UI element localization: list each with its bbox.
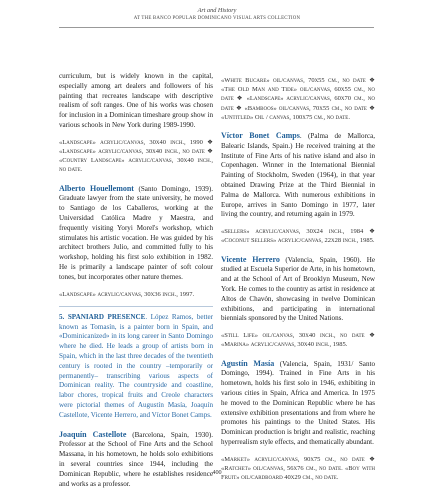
artwork-list: «Landscape» acrylic/canvas, 30x36 inch., 1997. [59, 290, 195, 298]
intro-paragraph: curriculum, but is widely known in the capital, especially among art dealers and followers of his painting that recreates landscape with descriptive realism of soft ranges. One of his works was chosen for inclusion in a Dominican timeshare group show in various schools in New York during 1989-1990. [59, 72, 213, 129]
artist-bio: (Santo Domingo, 1939). Graduate lawyer from the state university, he moved to Santiago de los Caballeros, working at the Universidad Católica Madre y Maestra, and frequently visiting Yoryi Morel's workshop, which stimulates his artistic vocation. He was guided by his architect brothers Julio, and committed fully to his workshop, holding his first solo exhibition in 1982. He is primarily a landscape painter of soft colour tones, but incorporates other nature themes. [59, 184, 213, 281]
left-column [59, 72, 213, 489]
artist-name: Joaquín Castellote [59, 429, 127, 439]
artist-name: Víctor Bonet Camps [221, 131, 300, 141]
page-header [0, 7, 434, 22]
header-rule [59, 27, 374, 28]
artist-entry-herrero [221, 255, 375, 325]
page-number: 400 [212, 469, 222, 476]
artist-bio: (Valencia, Spain, 1960). He studied at Escuela Superior de Arte, in his hometown, and at the School of Art of Brooklyn Museum, New York. He comes to the country as artist in residence at Altos de Chavón, showcasing in twelve Dominican exhibitions, and participating in international biennials sponsored by the United Nations. [221, 255, 375, 323]
artist-name: Vicente Herrero [221, 254, 280, 264]
artwork-list: «Landscape» acrylic/canvas, 30x40 inch., 1990 ❖ «Landscape» acrylic/canvas, 30x40 inch., no date ❖ «Country Landscape» acrylic/canvas, 30x40 inch., no date. [59, 138, 213, 174]
section-text: . López Ramos, better known as Tomasín, is a painter born in Spain, and «Dominicanized» in its long career in Santo Domingo where he died. He leads a group of artists born in Spain, which in the last three decades of the twentieth century is rooted in the country –temporarily or permanently– transcribing various aspects of Dominican reality. The countryside and coastline, labor chores, tropical fruits and Creole characters were pictorial themes of Augustín Masía, Joaquín Castellote, Vicente Herrero, and Víctor Bonet Camps. [59, 312, 213, 419]
artwork-list: «White Bucare» oil/canvas, 70x55 cm., no date ❖ «The Old Man and Tide» oil/canvas, 60x55 cm., no date ❖ «Landscape» acrylic/canvas, 60x70 cm., no date ❖ «Bamboos» oil/canvas, 70x55 cm., no date ❖ «Untitled» Oil / canvas, 100x75 cm., no date. [221, 77, 375, 121]
section-heading: SPANIARD PRESENCE [67, 312, 146, 321]
artist-name: Alberto Houellemont [59, 183, 134, 193]
book-subtitle: AT THE BANCO POPULAR DOMINICANO VISUAL ARTS COLLECTION [133, 16, 301, 21]
artwork-list: «Still Life» oil/canvas, 30x40 inch., no date ❖ «Marina» acrylic/canvas, 30x40 inch., 1985. [221, 332, 375, 349]
section-divider [59, 306, 213, 307]
artist-entry-castellote [59, 430, 213, 489]
artist-entry-masia [221, 359, 375, 448]
section-spaniard-presence [59, 313, 213, 421]
artist-bio: (Valencia, Spain, 1931/ Santo Domingo, 1994). Trained in Fine Arts in his hometown, holds his first solo in 1946, exhibiting in various cities in Spain, Africa and America. In 1975 he moved to the Dominican Republic where he has extensive exhibition presentations and from where he promotes his paintings to the United States. His Dominican production is bright and realistic, reaching hyperrealism style effects, and thematically abundant. [221, 359, 376, 446]
right-column [221, 76, 375, 482]
artist-entry-bonet [221, 131, 375, 220]
artwork-list: «Sellers» acrylic/canvas, 30x24 inch., 1984 ❖ «Coconut Sellers» acrylic/canvas, 22x28 inch., 1985. [221, 228, 375, 245]
book-title: Art and History [197, 7, 237, 14]
artist-entry-houellemont [59, 184, 213, 283]
artist-bio: . (Palma de Mallorca, Balearic Islands, Spain.) He received training at the Institute of Fine Arts of his native island and also in Copenhagen. Winner in the International Biennial Painting of Stockholm, Sweden (1964), in that year obtained Drawing Prize at the Third Biennial in Palma de Mallorca. With numerous exhibitions in Europe, arrives in Santo Domingo in 1977, later living the country, and returning again in 1979. [221, 132, 376, 219]
artist-name: Agustín Masía [221, 358, 275, 368]
section-number: 5. [59, 312, 65, 321]
artist-bio: (Barcelona, Spain, 1930). Professor at the School of Fine Arts and the School Massana, in his hometown, he holds solo exhibitions in several countries since 1944, including the Dominican Republic, where he establishes residence and works as a professor. [59, 430, 213, 488]
artwork-list: «Market» acrylic/canvas, 90x75 cm., no date ❖ «Ratchet» oil/canvas, 56x76 cm., no date. «Boy with Fruit» oil/cardboard 40x29 cm., no date. [221, 455, 375, 482]
